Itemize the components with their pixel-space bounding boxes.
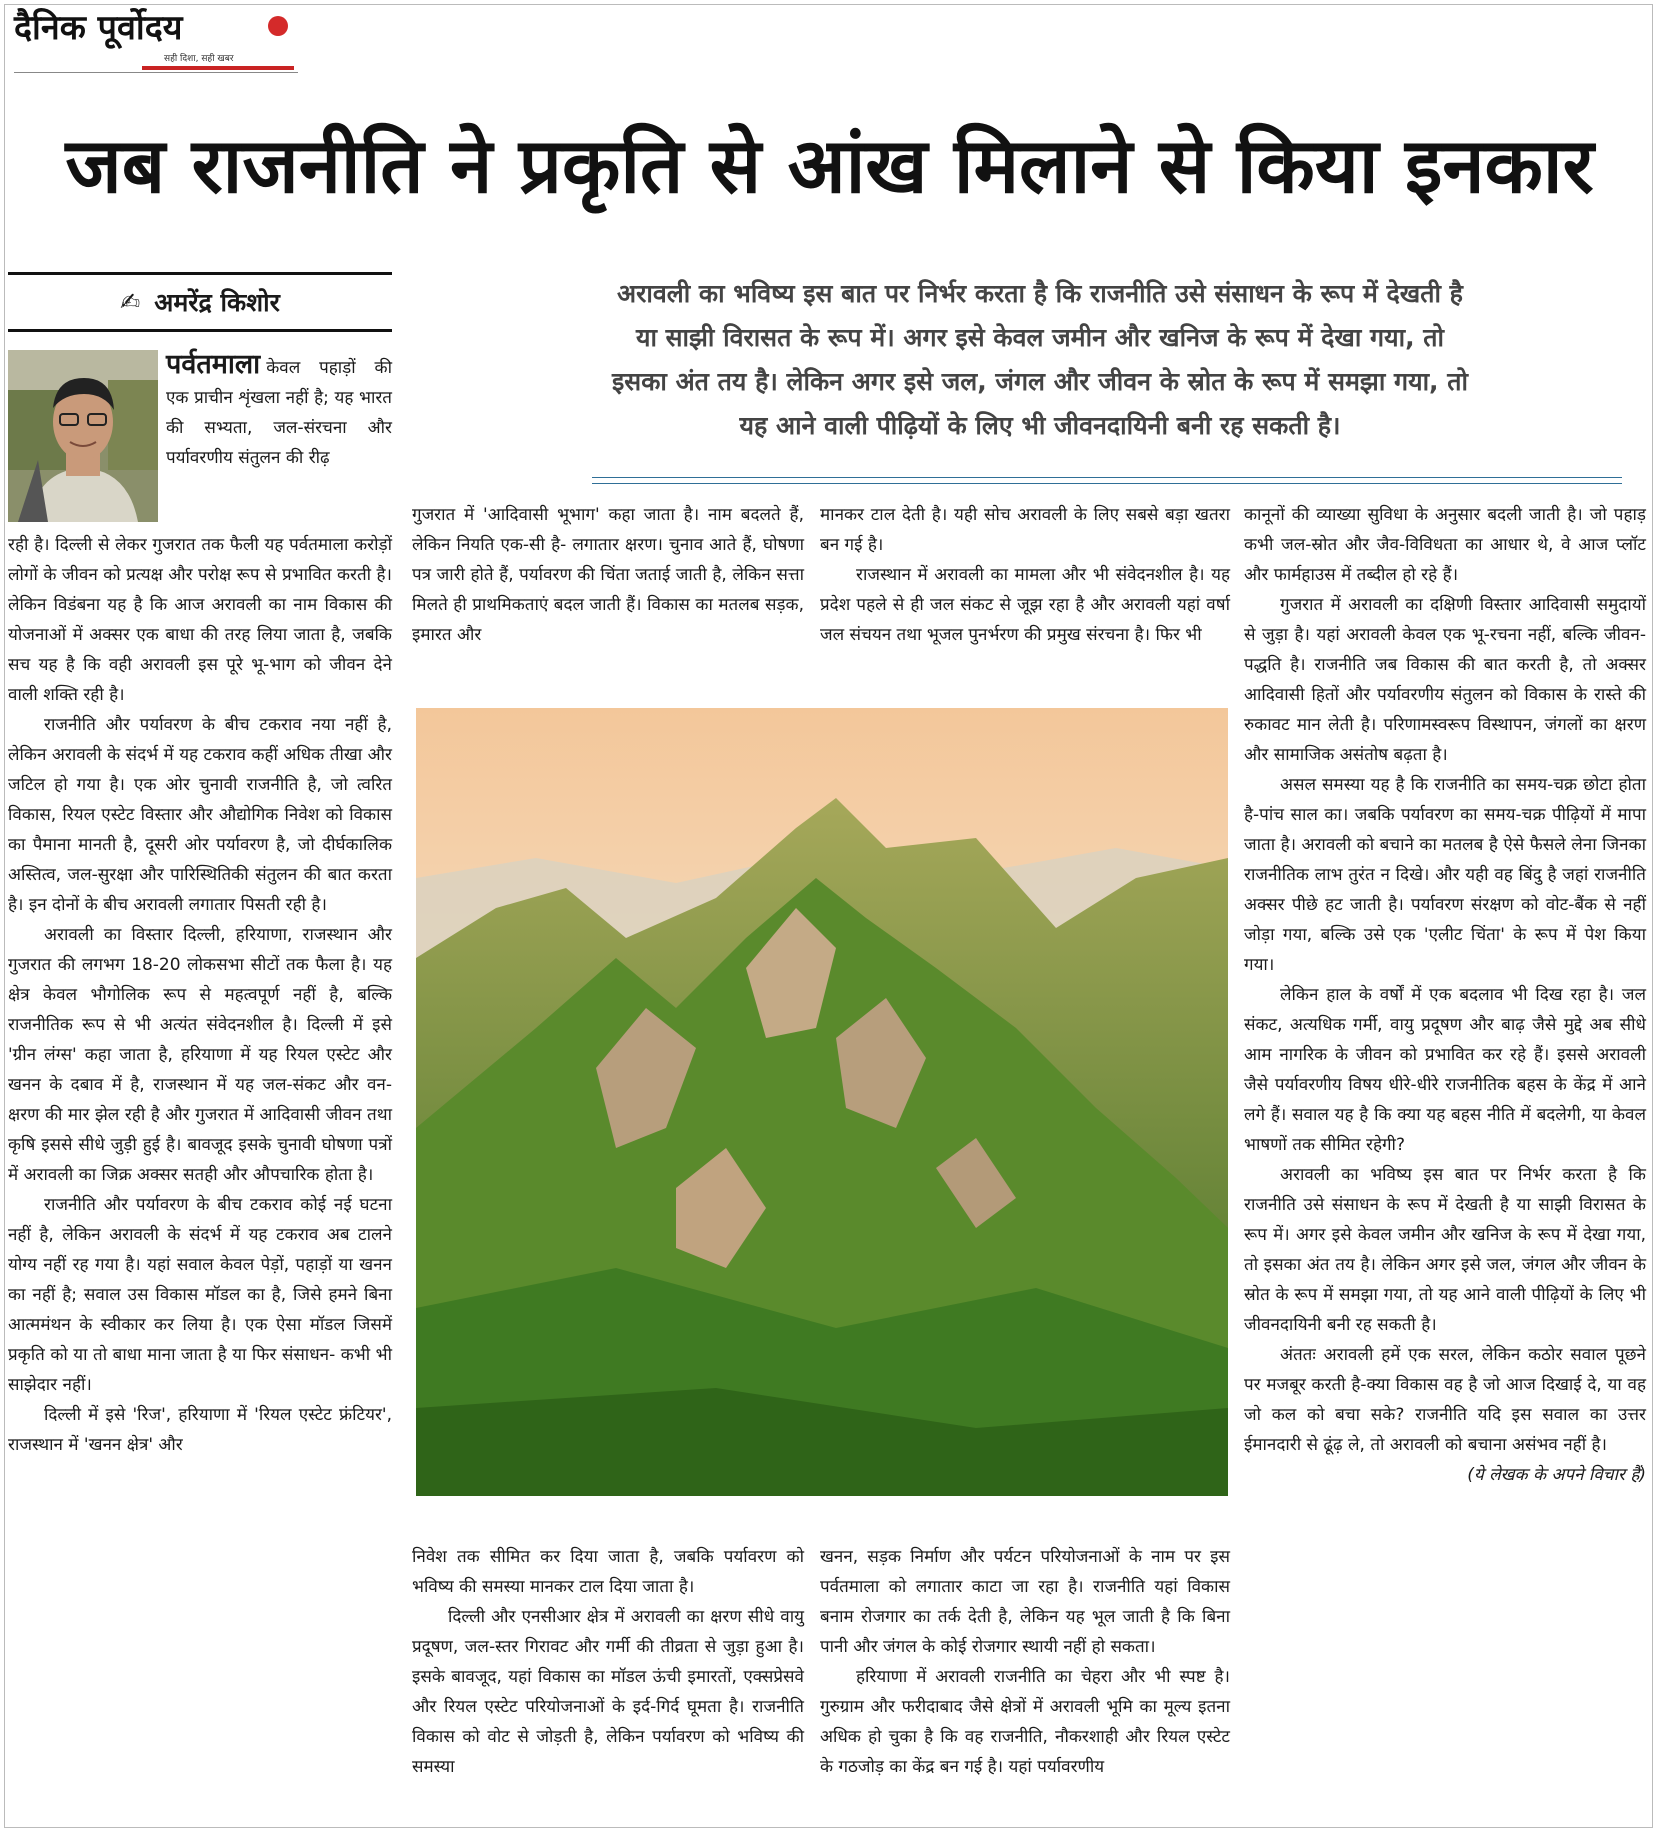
paragraph: लेकिन हाल के वर्षों में एक बदलाव भी दिख रहा है। जल संकट, अत्यधिक गर्मी, वायु प्रदूषण और बाढ़ जैसे मुद्दे अब सीधे आम नागरिक के जीवन को प्रभावित कर रहे हैं। इससे अरावली जैसे पर्यावरणीय विषय धीरे-धीरे राजनीतिक बहस के केंद्र में आने लगे हैं। सवाल यह है कि क्या यह बहस नीति में बदलेगी, या केवल भाषणों तक सीमित रहेगी? — [1244, 985, 1646, 1155]
masthead-red-rule — [142, 66, 294, 70]
column-3-top — [820, 500, 1230, 650]
summary-line: यह आने वाली पीढ़ियों के लिए भी जीवनदायिनी बनी रह सकती है। — [739, 411, 1341, 440]
summary-line: इसका अंत तय है। लेकिन अगर इसे जल, जंगल और जीवन के स्रोत के रूप में समझा गया, तो — [612, 367, 1468, 396]
paragraph: कानूनों की व्याख्या सुविधा के अनुसार बदली जाती है। जो पहाड़ कभी जल-स्रोत और जैव-विविधता का आधार थे, वे आज प्लॉट और फार्महाउस में तब्दील हो रहे हैं। — [1244, 505, 1646, 585]
paragraph: खनन, सड़क निर्माण और पर्यटन परियोजनाओं के नाम पर इस पर्वतमाला को लगातार काटा जा रहा है। राजनीति यहां विकास बनाम रोजगार का तर्क देती है, लेकिन यह भूल जाती है कि बिना पानी और जंगल के कोई रोजगार स्थायी नहीं हो सकता। — [820, 1547, 1230, 1657]
paragraph: रही है। दिल्ली से लेकर गुजरात तक फैली यह पर्वतमाला करोड़ों लोगों के जीवन को प्रत्यक्ष और परोक्ष रूप से प्रभावित करती है। लेकिन विडंबना यह है कि आज अरावली का नाम विकास की योजनाओं में अक्सर एक बाधा की तरह लिया जाता है, जबकि सच यह है कि वही अरावली इस पूरे भू-भाग को जीवन देने वाली शक्ति रही है। — [8, 535, 392, 705]
paragraph: अंततः अरावली हमें एक सरल, लेकिन कठोर सवाल पूछने पर मजबूर करती है-क्या विकास वह है जो आज दिखाई दे, या वह जो कल को बचा सके? राजनीति यदि इस सवाल का उत्तर ईमानदारी से ढूंढ़ ले, तो अरावली को बचाना असंभव नहीं है। — [1244, 1345, 1646, 1455]
paragraph: अरावली का भविष्य इस बात पर निर्भर करता है कि राजनीति उसे संसाधन के रूप में देखती है या साझी विरासत के रूप में। अगर इसे केवल जमीन और खनिज के रूप में देखा गया, तो इसका अंत तय है। लेकिन अगर इसे जल, जंगल और जीवन के स्रोत के रूप में समझा गया, तो यह आने वाली पीढ़ियों के लिए भी जीवनदायिनी बनी रह सकती है। — [1244, 1165, 1646, 1335]
summary-rule — [592, 483, 1622, 484]
paragraph: अरावली का विस्तार दिल्ली, हरियाणा, राजस्थान और गुजरात की लगभग 18-20 लोकसभा सीटों तक फैला है। यह क्षेत्र केवल भौगोलिक रूप से महत्वपूर्ण नहीं है, बल्कि राजनीतिक रूप से भी अत्यंत संवेदनशील है। दिल्ली में इसे 'ग्रीन लंग्स' कहा जाता है, हरियाणा में यह रियल एस्टेट और खनन के दबाव में है, राजस्थान में यह जल-संकट और वन-क्षरण की मार झेल रही है और गुजरात में आदिवासी जीवन तथा कृषि इससे सीधे जुड़ी हुई है। बावजूद इसके चुनावी घोषणा पत्रों में अरावली का जिक्र अक्सर सतही और औपचारिक होता है। — [8, 925, 392, 1185]
summary-line: या साझी विरासत के रूप में। अगर इसे केवल जमीन और खनिज के रूप में देखा गया, तो — [635, 323, 1445, 352]
masthead — [14, 8, 284, 70]
author-name: अमरेंद्र किशोर — [154, 288, 280, 317]
column-3-bottom — [820, 1542, 1230, 1782]
author-photo — [8, 350, 158, 522]
summary-box — [440, 272, 1640, 448]
pen-icon: ✍ — [120, 288, 141, 316]
paragraph: असल समस्या यह है कि राजनीति का समय-चक्र छोटा होता है-पांच साल का। जबकि पर्यावरण का समय-चक्र पीढ़ियों में मापा जाता है। अरावली को बचाने का मतलब है ऐसे फैसले लेना जिनका राजनीतिक लाभ तुरंत न दिखे। और यही वह बिंदु है जहां राजनीति अक्सर पीछे हट जाती है। पर्यावरण संरक्षण को वोट-बैंक से नहीं जोड़ा गया, बल्कि उसे एक 'एलीट चिंता' के रूप में पेश किया गया। — [1244, 775, 1646, 975]
author-note: (ये लेखक के अपने विचार हैं) — [1467, 1465, 1646, 1485]
paragraph: हरियाणा में अरावली राजनीति का चेहरा और भी स्पष्ट है। गुरुग्राम और फरीदाबाद जैसे क्षेत्रों में अरावली भूमि का मूल्य इतना अधिक हो चुका है कि वह राजनीति, नौकरशाही और रियल एस्टेट के गठजोड़ का केंद्र बन गई है। यहां पर्यावरणीय — [820, 1667, 1230, 1777]
paragraph: दिल्ली और एनसीआर क्षेत्र में अरावली का क्षरण सीधे वायु प्रदूषण, जल-स्तर गिरावट और गर्मी की तीव्रता से जुड़ा हुआ है। इसके बावजूद, यहां विकास का मॉडल ऊंची इमारतों, एक्सप्रेसवे और रियल एस्टेट परियोजनाओं के इर्द-गिर्द घूमता है। राजनीति विकास को वोट से जोड़ती है, लेकिन पर्यावरण को भविष्य की समस्या — [412, 1607, 804, 1777]
byline — [8, 272, 392, 332]
paragraph: निवेश तक सीमित कर दिया जाता है, जबकि पर्यावरण को भविष्य की समस्या मानकर टाल दिया जाता है। — [412, 1547, 804, 1597]
paragraph: दिल्ली में इसे 'रिज', हरियाणा में 'रियल एस्टेट फ्रंटियर', राजस्थान में 'खनन क्षेत्र' और — [8, 1405, 392, 1455]
masthead-dot — [268, 16, 288, 36]
lead-word: पर्वतमाला — [166, 349, 261, 380]
column-2-bottom — [412, 1542, 804, 1782]
column-4 — [1244, 500, 1646, 1490]
summary-rule — [592, 477, 1622, 478]
lead-text: केवल पहाड़ों की एक प्राचीन शृंखला नहीं है; यह भारत की सभ्यता, जल-संरचना और पर्यावरणीय संतुलन की रीढ़ — [166, 358, 392, 468]
masthead-rule — [14, 72, 298, 73]
paragraph: राजस्थान में अरावली का मामला और भी संवेदनशील है। यह प्रदेश पहले से ही जल संकट से जूझ रहा है और अरावली यहां वर्षा जल संचयन तथा भूजल पुनर्भरण की प्रमुख संरचना है। फिर भी — [820, 565, 1230, 645]
summary-line: अरावली का भविष्य इस बात पर निर्भर करता है कि राजनीति उसे संसाधन के रूप में देखती है — [617, 279, 1463, 308]
column-2-top — [412, 500, 804, 650]
headline: जब राजनीति ने प्रकृति से आंख मिलाने से किया इनकार — [65, 121, 1594, 210]
paragraph: राजनीति और पर्यावरण के बीच टकराव कोई नई घटना नहीं है, लेकिन अरावली के संदर्भ में यह टकराव अब टालने योग्य नहीं रह गया है। यहां सवाल केवल पेड़ों, पहाड़ों या खनन का नहीं है; सवाल उस विकास मॉडल का है, जिसे हमने बिना आत्ममंथन के स्वीकार कर लिया है। एक ऐसा मॉडल जिसमें प्रकृति को या तो बाधा माना जाता है या फिर संसाधन- कभी भी साझेदार नहीं। — [8, 1195, 392, 1395]
paragraph: गुजरात में 'आदिवासी भूभाग' कहा जाता है। नाम बदलते हैं, लेकिन नियति एक-सी है- लगातार क्षरण। चुनाव आते हैं, घोषणा पत्र जारी होते हैं, पर्यावरण की चिंता जताई जाती है, लेकिन सत्ता मिलते ही प्राथमिकताएं बदल जाती हैं। विकास का मतलब सड़क, इमारत और — [412, 505, 804, 645]
column-1-top — [8, 350, 392, 524]
paragraph: मानकर टाल देती है। यही सोच अरावली के लिए सबसे बड़ा खतरा बन गई है। — [820, 505, 1230, 555]
paragraph: गुजरात में अरावली का दक्षिणी विस्तार आदिवासी समुदायों से जुड़ा है। यहां अरावली केवल एक भू-रचना नहीं, बल्कि जीवन-पद्धति है। राजनीति जब विकास की बात करती है, तो अक्सर आदिवासी हितों और पर्यावरणीय संतुलन को विकास के रास्ते की रुकावट मान लेती है। परिणामस्वरूप विस्थापन, जंगलों का क्षरण और सामाजिक असंतोष बढ़ता है। — [1244, 595, 1646, 765]
paragraph: राजनीति और पर्यावरण के बीच टकराव नया नहीं है, लेकिन अरावली के संदर्भ में यह टकराव कहीं अधिक तीखा और जटिल हो गया है। एक ओर चुनावी राजनीति है, जो त्वरित विकास, रियल एस्टेट विस्तार और औद्योगिक निवेश को विकास का पैमाना मानती है, दूसरी ओर पर्यावरण है, जो दीर्घकालिक अस्तित्व, जल-सुरक्षा और पारिस्थितिकी संतुलन की बात करता है। इन दोनों के बीच अरावली लगातार पिसती रही है। — [8, 715, 392, 915]
masthead-title: दैनिक पूर्वोदय — [14, 8, 183, 48]
column-1 — [8, 530, 392, 1460]
aravalli-mountain-photo — [416, 708, 1228, 1496]
masthead-tagline: सही दिशा, सही खबर — [164, 54, 234, 64]
